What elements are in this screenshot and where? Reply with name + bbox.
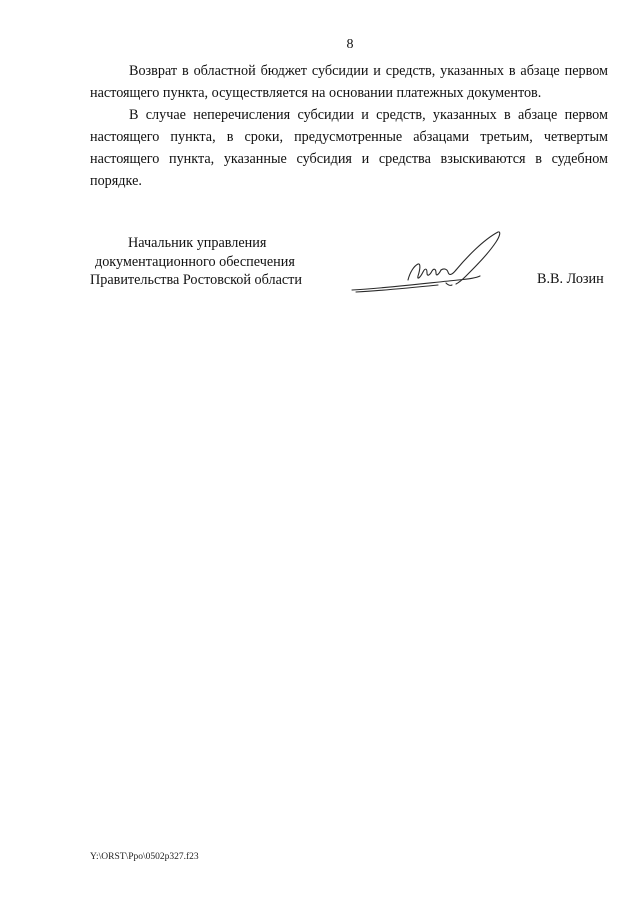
handwritten-signature [348,228,508,298]
document-body [90,60,608,192]
signatory-title-line: документационного обеспечения [95,253,295,270]
file-path-footer: Y:\ORST\Ppo\0502p327.f23 [90,852,199,862]
signatory-title-line: Правительства Ростовской области [90,272,302,288]
page-number: 8 [346,37,354,52]
paragraph: В случае неперечисления субсидии и средств, указанных в абзаце первом настоящего пункта, в сроки, предусмотренные абзацами третьим, четвертым настоящего пункта, указанные субсидия и средства взыскиваются в судебном порядке. [90,107,608,189]
signatory-title-line: Начальник управления [128,235,267,251]
signer-name: В.В. Лозин [537,271,604,287]
signatory-title [90,234,330,290]
paragraph: Возврат в областной бюджет субсидии и средств, указанных в абзаце первом настоящего пункта, осуществляется на основании платежных документов. [90,63,608,101]
